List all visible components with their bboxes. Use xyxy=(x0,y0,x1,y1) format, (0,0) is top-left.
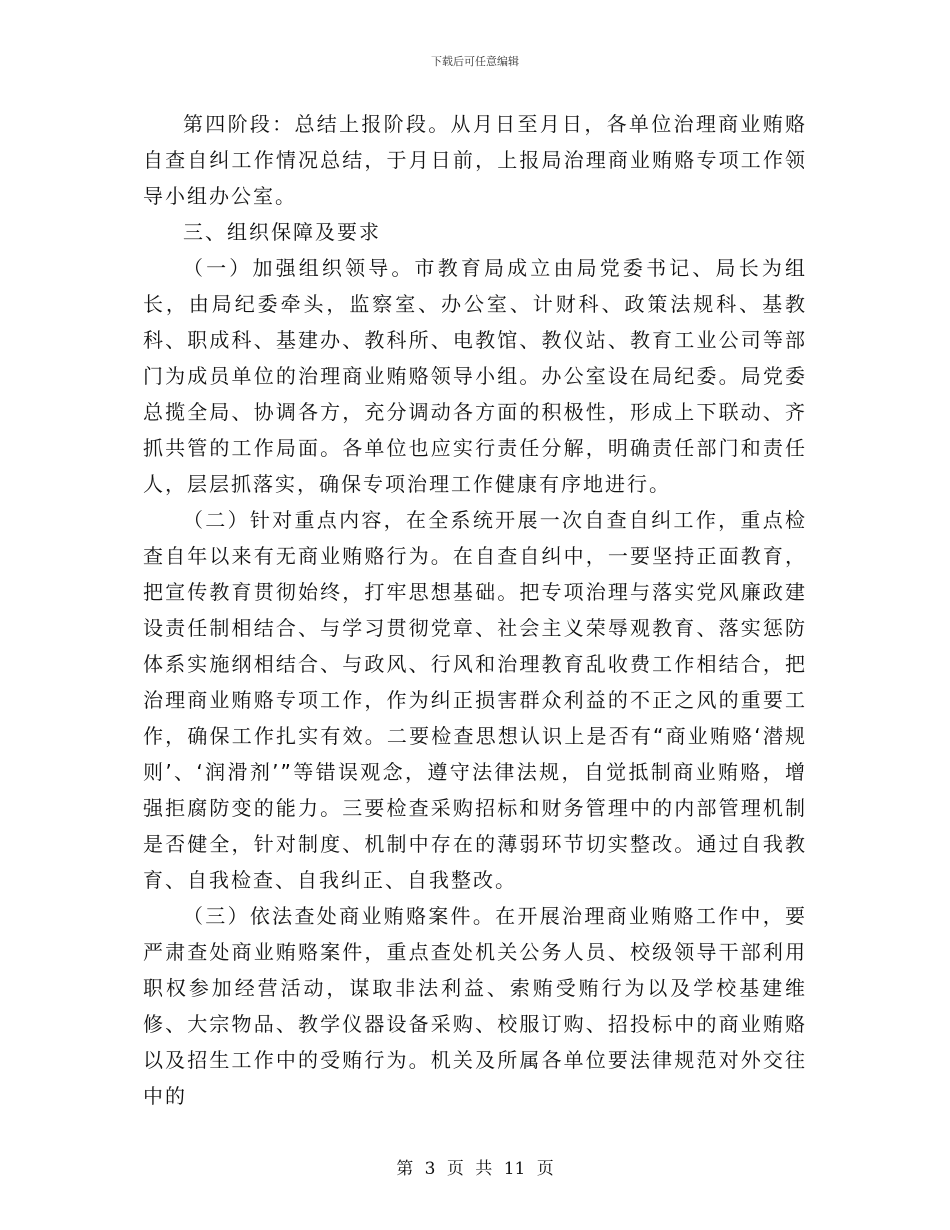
document-body xyxy=(143,106,807,1114)
paragraph-self-inspection: （二）针对重点内容，在全系统开展一次自查自纠工作，重点检查自年以来有无商业贿赂行为。在自查自纠中，一要坚持正面教育，把宣传教育贯彻始终，打牢思想基础。把专项治理与落实党风廉政建设责任制相结合、与学习贯彻党章、社会主义荣辱观教育、落实惩防体系实施纲相结合、与政风、行风和治理教育乱收费工作相结合，把治理商业贿赂专项工作，作为纠正损害群众利益的不正之风的重要工作，确保工作扎实有效。二要检查思想认识上是否有“商业贿赂‘潜规则’、‘润滑剂’”等错误观念，遵守法律法规，自觉抵制商业贿赂，增强拒腐防变的能力。三要检查采购招标和财务管理中的内部管理机制是否健全，针对制度、机制中存在的薄弱环节切实整改。通过自我教育、自我检查、自我纠正、自我整改。 xyxy=(143,508,807,892)
paragraph-organization: （一）加强组织领导。市教育局成立由局党委书记、局长为组长，由局纪委牵头，监察室、办公室、计财科、政策法规科、基教科、职成科、基建办、教科所、电教馆、教仪站、教育工业公司等部门为成员单位的治理商业贿赂领导小组。办公室设在局纪委。局党委总揽全局、协调各方，充分调动各方面的积极性，形成上下联动、齐抓共管的工作局面。各单位也应实行责任分解，明确责任部门和责任人，层层抓落实，确保专项治理工作健康有序地进行。 xyxy=(143,256,807,496)
paragraph-stage-four: 第四阶段：总结上报阶段。从月日至月日，各单位治理商业贿赂自查自纠工作情况总结，于月日前，上报局治理商业贿赂专项工作领导小组办公室。 xyxy=(143,112,807,208)
paragraph-case-handling: （三）依法查处商业贿赂案件。在开展治理商业贿赂工作中，要严肃查处商业贿赂案件，重点查处机关公务人员、校级领导干部利用职权参加经营活动，谋取非法利益、索贿受贿行为以及学校基建维修、大宗物品、教学仪器设备采购、校服订购、招投标中的商业贿赂以及招生工作中的受贿行为。机关及所属各单位要法律规范对外交往中的 xyxy=(143,904,807,1108)
page-footer: 第 3 页 共 11 页 xyxy=(396,1159,554,1179)
page-header: 下载后可任意编辑 xyxy=(431,55,519,68)
section-heading: 三、组织保障及要求 xyxy=(183,220,381,244)
